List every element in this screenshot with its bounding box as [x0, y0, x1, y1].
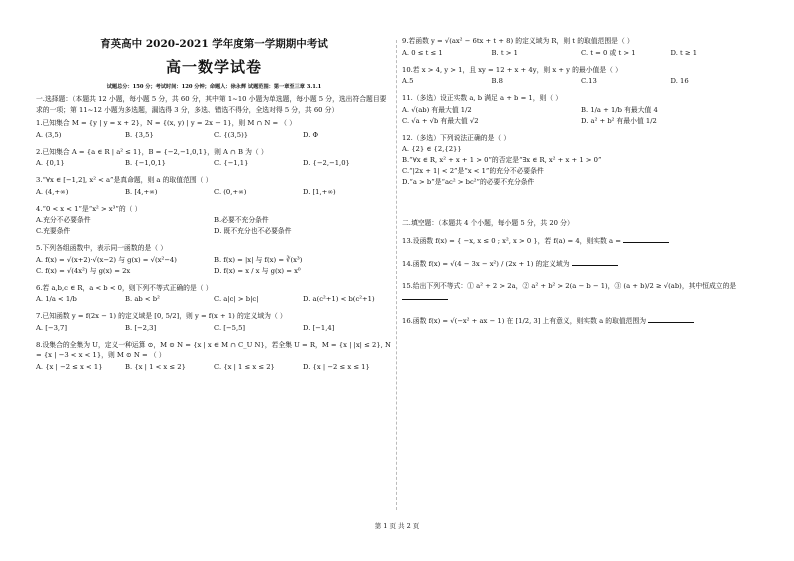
answer-option: C. {−1,1} — [214, 159, 249, 167]
spacer — [402, 270, 760, 281]
answer-option: A. (4,+∞) — [36, 187, 69, 196]
answer-option: A. (3,5) — [36, 130, 62, 139]
question-block — [36, 283, 392, 312]
exam-title: 高一数学试卷 — [165, 58, 262, 76]
question-block — [36, 118, 392, 147]
answer-option: C. {x | 1 ≤ x ≤ 2} — [214, 362, 275, 371]
question-block — [36, 243, 392, 283]
question-block — [402, 36, 760, 65]
answer-options — [36, 323, 392, 334]
answer-options — [36, 158, 392, 169]
answer-option: D. Φ — [303, 130, 319, 139]
answer-option: D. [1,+∞) — [303, 187, 336, 196]
answer-option: C. t = 0 或 t > 1 — [581, 48, 636, 57]
answer-option: B.8 — [491, 77, 503, 85]
answer-option: C. (0,+∞) — [214, 187, 247, 196]
answer-option: A. [−3,7] — [36, 323, 68, 332]
question-13 — [402, 235, 760, 247]
answer-options — [402, 76, 760, 87]
answer-option: D. {−2,−1,0} — [303, 159, 350, 167]
exam-info: 试题总分：150 分；考试时间：120 分钟；命题人：徐永辉 试题范围：第一章至三章 3.1.1 — [106, 84, 322, 90]
spacer — [36, 373, 392, 379]
right-column — [402, 36, 760, 327]
question-stem: 7.已知函数 y = f(2x − 1) 的定义域是 [0, 5/2]，则 y = f(x + 1) 的定义域为（ ） — [36, 312, 287, 320]
right-questions — [402, 36, 760, 194]
answer-option: C.充要条件 — [36, 227, 71, 235]
answer-option: A. {2} ∈ {2,{2}} — [402, 145, 462, 153]
answer-options — [402, 105, 760, 127]
answer-option: A.5 — [402, 77, 414, 85]
question-block — [36, 340, 392, 379]
answer-options — [402, 48, 760, 59]
question-block — [402, 65, 760, 94]
left-questions — [36, 118, 392, 379]
spacer — [402, 247, 760, 258]
answer-option: B. 1/a + 1/b 有最大值 4 — [581, 105, 658, 114]
answer-option: B. [4,+∞) — [125, 187, 158, 196]
answer-option: D. {x | −2 ≤ x ≤ 1} — [303, 362, 370, 371]
answer-options — [36, 215, 392, 237]
answer-option: B. t > 1 — [491, 48, 518, 57]
answer-options — [36, 294, 392, 305]
question-15 — [402, 281, 760, 304]
answer-options — [36, 255, 392, 277]
question-block — [36, 175, 392, 204]
question-stem: 8.设集合的全集为 U，定义一种运算 ⊙，M ⊙ N = {x | x ∈ M ∩ C_U N}，若全集 U = R，M = {x | |x| ≤ 2}, N = {x | −3 < x < 1}，则 M ⊙ N = （ ） — [36, 340, 391, 359]
answer-option: D. [−1,4] — [303, 323, 335, 332]
question-16-text: 16.函数 f(x) = √(−x² + ax − 1) 在 [1/2, 3] 上有意义，则实数 a 的取值范围为 — [402, 317, 647, 325]
page-footer: 第 1 页 共 2 页 — [374, 522, 420, 530]
answer-option: C.13 — [581, 77, 597, 85]
answer-option: D. 16 — [670, 77, 689, 85]
column-divider — [396, 40, 397, 510]
spacer — [402, 304, 760, 315]
question-stem: 12.（多选）下列说法正确的是（ ） — [402, 133, 511, 142]
question-stem: 6.若 a,b,c ∈ R，a < b < 0，则下列不等式正确的是（ ） — [36, 283, 213, 292]
answer-blank — [402, 292, 448, 300]
answer-options — [36, 130, 392, 141]
answer-option: B.必要不充分条件 — [214, 216, 269, 224]
question-stem: 5.下列各组函数中，表示同一函数的是（ ） — [36, 244, 167, 252]
answer-option: D. t ≥ 1 — [670, 48, 698, 57]
answer-option: B. {3,5} — [125, 130, 154, 139]
answer-option: B. f(x) = |x| 与 f(x) = ∛(x³) — [214, 255, 303, 264]
question-14-text: 14.函数 f(x) = √(4 − 3x − x²) / (2x + 1) 的定义域为 — [402, 260, 570, 268]
question-16 — [402, 315, 760, 327]
question-block — [36, 311, 392, 340]
answer-option: A. 1/a < 1/b — [36, 295, 77, 303]
question-13-text: 13.设函数 f(x) = { −x, x ≤ 0 ; x², x > 0 }，若 f(a) = 4，则实数 a = — [402, 237, 621, 245]
answer-option: C. f(x) = √(4x²) 与 g(x) = 2x — [36, 266, 131, 275]
answer-option: C. [−5,5] — [214, 323, 246, 332]
question-15-text: 15.给出下列不等式：① a² + 2 > 2a，② a² + b² > 2(a − b − 1)，③ (a + b)/2 ≥ √(ab)，其中恒成立的是 — [402, 282, 737, 290]
school-title: 育英高中 2020-2021 学年度第一学期期中考试 — [100, 38, 328, 50]
question-stem: 10.若 x > 4, y > 1，且 xy = 12 + x + 4y，则 x + y 的最小值是（ ） — [402, 65, 622, 74]
answer-option: D.“a > b”是“ac² > bc²”的必要不充分条件 — [402, 178, 535, 186]
answer-option: C. √a + √b 有最大值 √2 — [402, 116, 479, 125]
question-14 — [402, 258, 760, 270]
answer-option: A. √(ab) 有最大值 1/2 — [402, 105, 472, 114]
answer-option: A. {0,1} — [36, 159, 65, 167]
answer-option: D. a(c²+1) < b(c²+1) — [303, 295, 375, 303]
answer-option: A.充分不必要条件 — [36, 216, 91, 224]
answer-options — [402, 144, 760, 188]
question-stem: 11.（多选）设正实数 a, b 满足 a + b = 1，则（ ） — [402, 94, 563, 102]
section2-intro: 二.填空题：（本题共 4 个小题，每小题 5 分，共 20 分） — [402, 219, 574, 227]
answer-option: B. {x | 1 < x ≤ 2} — [125, 362, 186, 371]
answer-option: D. 既不充分也不必要条件 — [214, 227, 292, 235]
answer-option: B. [−2,3] — [125, 323, 157, 332]
answer-options — [36, 187, 392, 198]
question-block — [36, 204, 392, 244]
question-stem: 9.若函数 y = √(ax² − 6tx + t + 8) 的定义域为 R，则 t 的取值范围是（ ） — [402, 37, 634, 45]
question-block — [36, 147, 392, 176]
answer-blank — [648, 315, 694, 323]
answer-option: B.“∀x ∈ R, x² + x + 1 > 0”的否定是“∃x ∈ R, x² + x + 1 > 0” — [402, 156, 602, 164]
spacer — [402, 194, 760, 218]
answer-options — [36, 362, 392, 373]
answer-option: D. f(x) = x / x 与 g(x) = x⁰ — [214, 266, 301, 275]
section1-intro: 一.选择题：（本题共 12 小题，每小题 5 分，共 60 分，其中第 1~10 小题为单选题，每小题 5 分，选出符合题目要求的一项；第 11~12 小题为多选题，漏选得 3 分，多选、错选不得分，全选对得 5 分，共 60 分） — [36, 95, 387, 114]
answer-option: A. 0 ≤ t ≤ 1 — [402, 48, 443, 57]
question-stem: 1.已知集合 M = {y | y = x + 2}，N = {(x, y) | y = 2x − 1}，则 M ∩ N = （ ） — [36, 119, 297, 127]
left-column — [36, 36, 392, 379]
question-stem: 2.已知集合 A = {a ∈ R | a² ≤ 1}，B = {−2,−1,0,1}，则 A ∩ B 为（ ） — [36, 147, 268, 156]
question-block — [402, 133, 760, 195]
answer-blank — [572, 258, 618, 266]
answer-option: C. a|c| > b|c| — [214, 295, 259, 303]
answer-option: A. {x | −2 ≤ x < 1} — [36, 362, 103, 371]
answer-option: A. f(x) = √(x+2)·√(x−2) 与 g(x) = √(x²−4) — [36, 255, 177, 264]
answer-option: B. ab < b² — [125, 295, 160, 303]
answer-option: B. {−1,0,1} — [125, 159, 166, 167]
question-block — [402, 93, 760, 133]
answer-blank — [623, 235, 669, 243]
answer-option: D. a² + b² 有最小值 1/2 — [581, 116, 657, 125]
question-stem: 3.“∀x ∈ [−1,2], x² < a”是真命题，则 a 的取值范围（ ） — [36, 176, 213, 184]
answer-option: C. {(3,5)} — [214, 130, 249, 139]
answer-option: C.“|2x + 1| < 2”是“x < 1”的充分不必要条件 — [402, 167, 544, 175]
question-stem: 4.“0 < x < 1”是“x² > x³”的（ ） — [36, 204, 142, 213]
